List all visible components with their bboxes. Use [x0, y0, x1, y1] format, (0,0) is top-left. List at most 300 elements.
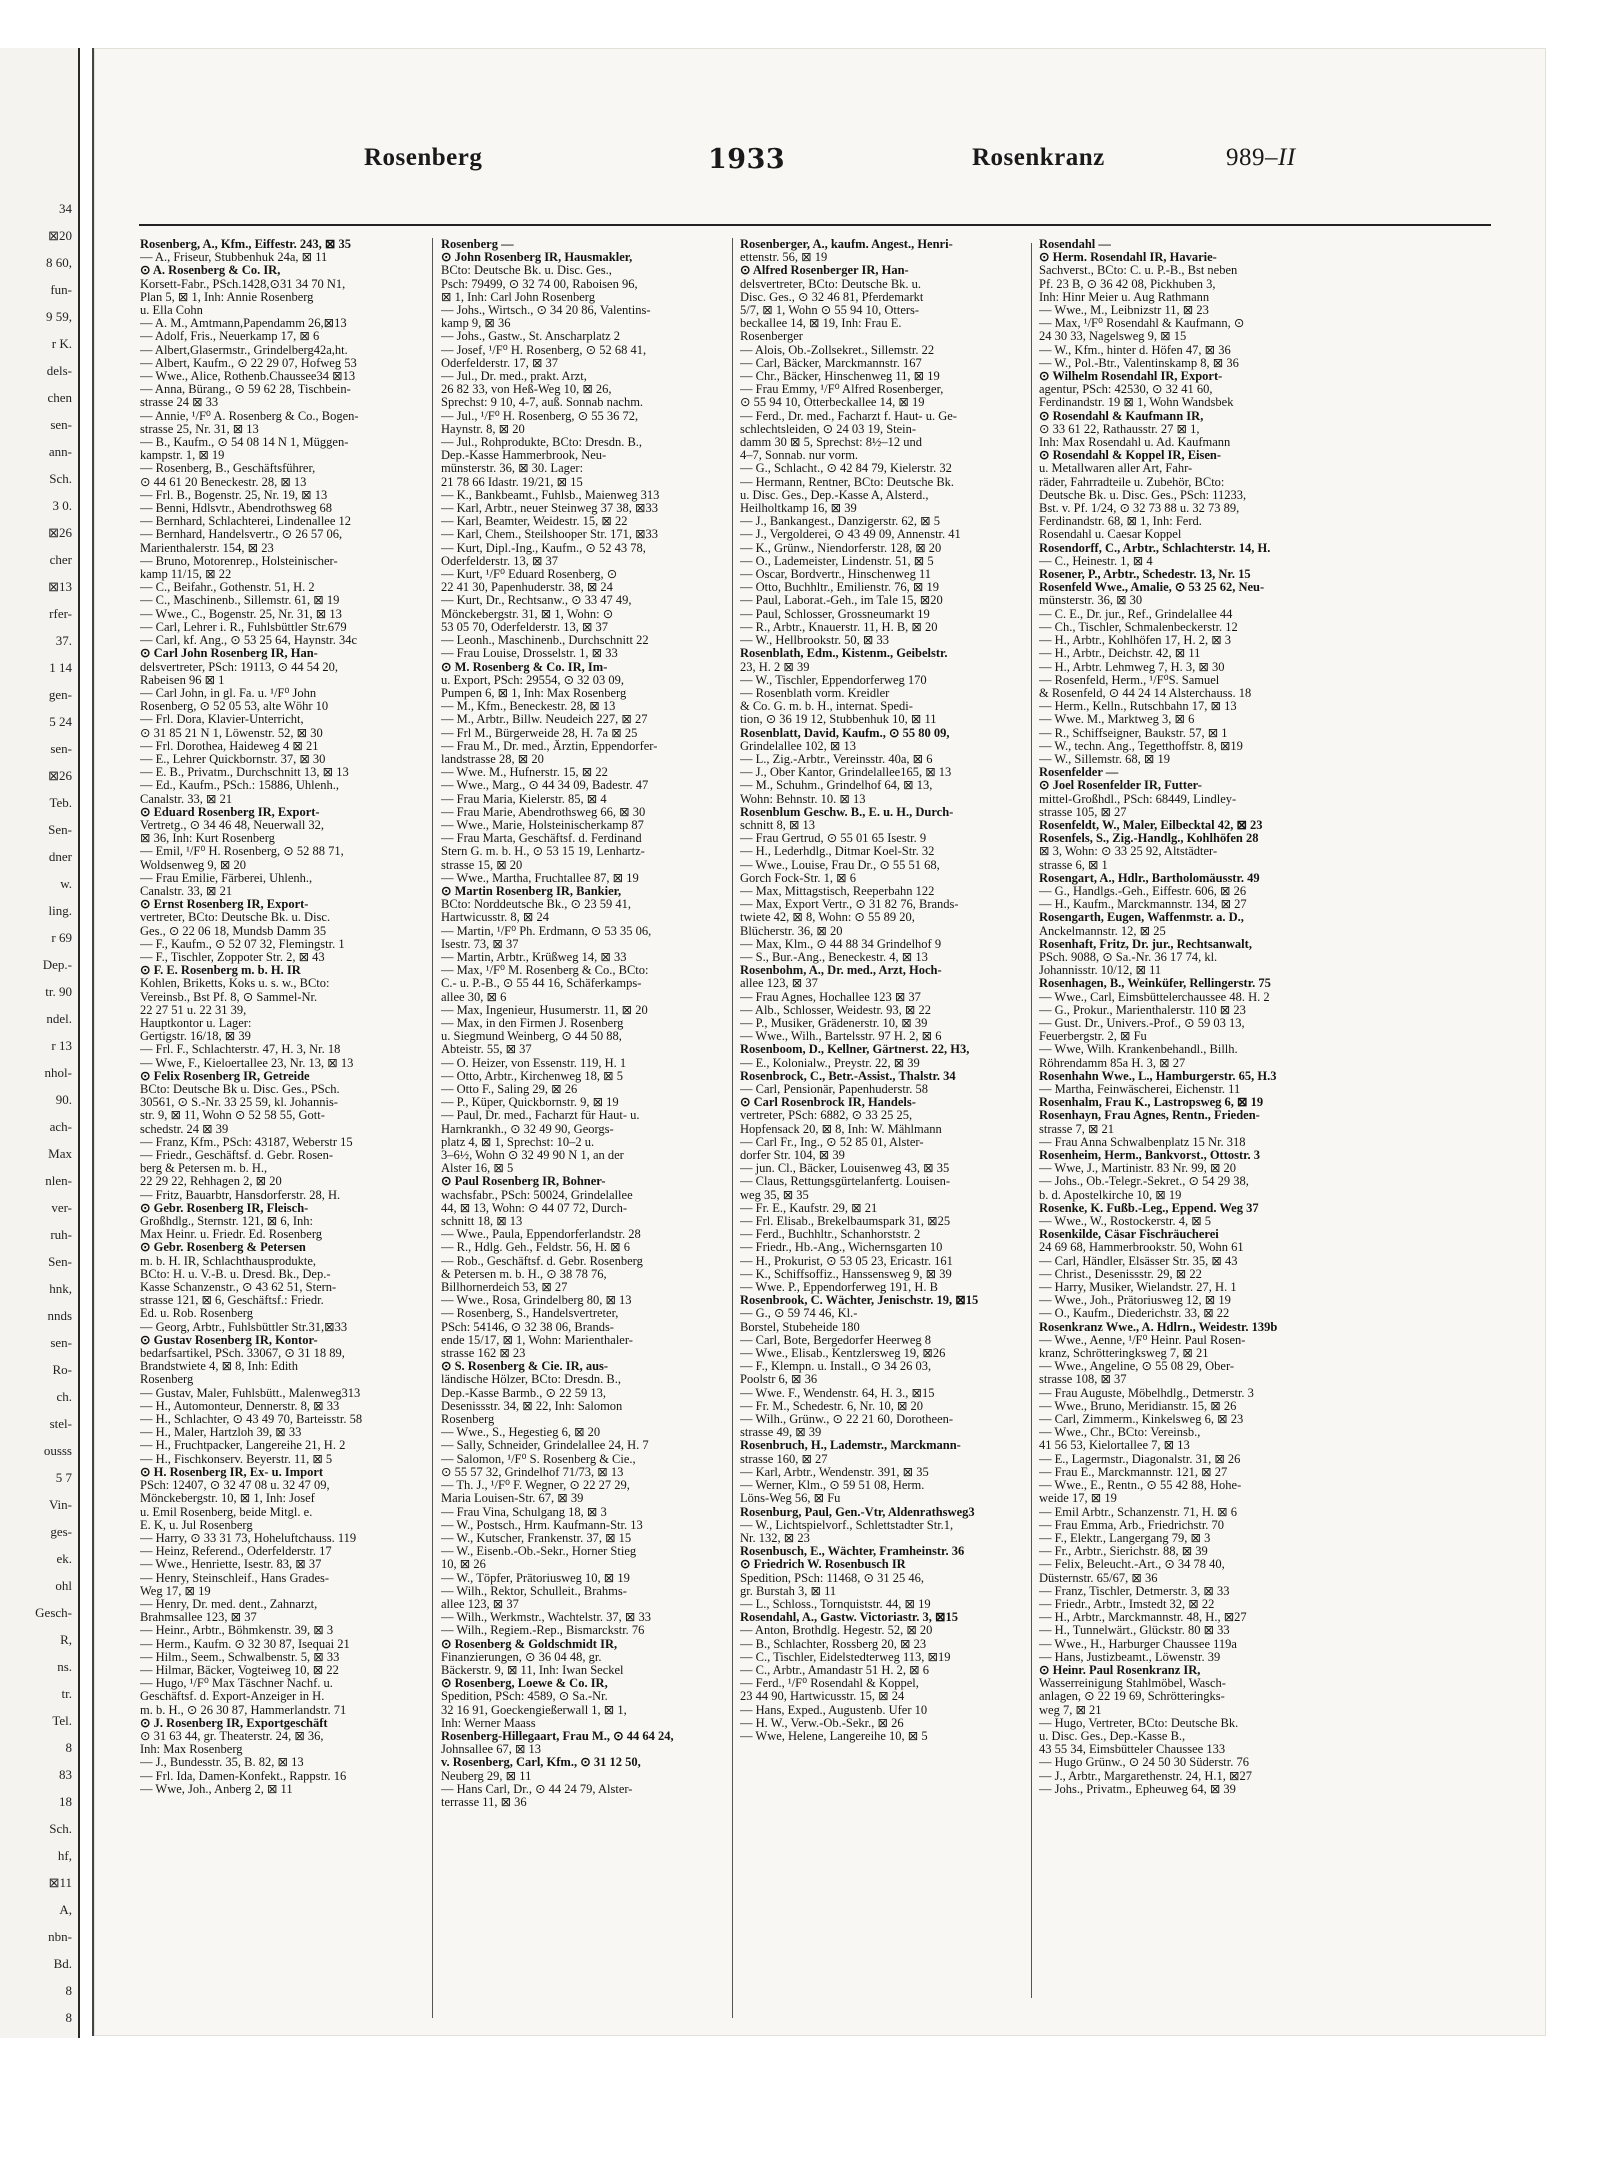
directory-line: ⊙ 31 63 44, gr. Theaterstr. 24, ⊠ 36,: [140, 1729, 324, 1743]
directory-line: berg & Petersen m. b. H.,: [140, 1162, 268, 1176]
directory-line: — Heinz, Referend., Oderfelderstr. 17: [140, 1545, 332, 1559]
directory-line: — H., Tunnelwärt., Glückstr. 80 ⊠ 33: [1039, 1624, 1230, 1638]
directory-line: gr. Burstah 3, ⊠ 11: [740, 1584, 837, 1598]
directory-line: — Hugo, Vertreter, BCto: Deutsche Bk.: [1039, 1716, 1239, 1730]
directory-line: ⊙ 55 57 32, Grindelhof 71/73, ⊠ 13: [441, 1465, 624, 1479]
directory-line: Rosenbrock, C., Betr.-Assist., Thalstr. 34: [740, 1069, 956, 1083]
directory-line: Rosendahl —: [1039, 238, 1111, 251]
directory-line: BCto: Norddeutsche Bk., ⊙ 23 59 41,: [441, 898, 631, 912]
directory-line: ⊙ H. Rosenberg IR, Ex- u. Import: [140, 1465, 324, 1479]
directory-line: — Otto F., Saling 29, ⊠ 26: [441, 1083, 578, 1096]
directory-line: — E., Lehrer Quickbornstr. 37, ⊠ 30: [140, 752, 326, 766]
directory-line: münsterstr. 36, ⊠ 30. Lager:: [441, 462, 584, 476]
prev-page-fragment: chen: [47, 390, 72, 405]
prev-page-fragment: ousss: [43, 1443, 72, 1458]
directory-line: u. Export, PSch: 29554, ⊙ 32 03 09,: [441, 673, 625, 687]
directory-line: Isestr. 73, ⊠ 37: [441, 937, 519, 951]
directory-line: v. Rosenberg, Carl, Kfm., ⊙ 31 12 50,: [441, 1756, 641, 1770]
directory-line: Ed. u. Rob. Rosenberg: [140, 1307, 253, 1321]
directory-line: Rosenboom, D., Kellner, Gärtnerst. 22, H3,: [740, 1043, 970, 1057]
directory-line: Ferdinandstr. 68, ⊠ 1, Inh: Ferd.: [1039, 515, 1202, 529]
directory-line: — C., Arbtr., Amandastr 51 H. 2, ⊠ 6: [740, 1663, 929, 1677]
directory-line: — Karl, Arbtr., Wendenstr. 391, ⊠ 35: [740, 1465, 929, 1479]
directory-line: Desenissstr. 34, ⊠ 22, Inh: Salomon: [441, 1399, 623, 1413]
directory-line: Maria Louisen-Str. 67, ⊠ 39: [441, 1492, 584, 1506]
prev-page-fragment: ges-: [50, 1524, 72, 1539]
directory-line: u. Emil Rosenberg, beide Mitgl. e.: [140, 1505, 313, 1519]
directory-line: Rosenhayn, Frau Agnes, Rentn., Frieden-: [1039, 1109, 1260, 1123]
header-year: 1933: [708, 144, 786, 175]
directory-line: Löns-Weg 56, ⊠ Fu: [740, 1492, 841, 1506]
directory-line: — Frl. B., Bogenstr. 25, Nr. 19, ⊠ 13: [140, 488, 328, 502]
directory-line: — G., Handlgs.-Geh., Eiffestr. 606, ⊠ 26: [1039, 884, 1247, 898]
directory-line: — Carl, kf. Ang., ⊙ 53 25 64, Haynstr. 34c: [140, 634, 358, 648]
prev-page-fragment: 9 59,: [46, 309, 72, 324]
prev-page-fragment: 8: [65, 1740, 72, 1755]
directory-line: — Leonh., Maschinenb., Durchschnitt 22: [441, 634, 649, 648]
directory-line: ⊙ Rosendahl & Kaufmann IR,: [1039, 409, 1204, 423]
directory-line: Canalstr. 33, ⊠ 21: [140, 792, 233, 806]
directory-line: Rosenberg —: [441, 238, 514, 251]
directory-line: Grindelallee 102, ⊠ 13: [740, 739, 856, 753]
directory-line: vertreter, PSch: 6882, ⊙ 33 25 25,: [740, 1109, 913, 1123]
directory-line: allee 123, ⊠ 37: [740, 977, 818, 991]
directory-line: — Wwe. F., Wendenstr. 64, H. 3., ⊠15: [740, 1386, 935, 1400]
directory-line: Wohn: Behnstr. 10. ⊠ 13: [740, 792, 866, 806]
directory-line: — Emil, ¹/F⁰ H. Rosenberg, ⊙ 52 88 71,: [140, 845, 344, 859]
directory-line: — Ch., Tischler, Schmalenbeckerstr. 12: [1039, 620, 1238, 634]
directory-line: — Wwe., S., Hegestieg 6, ⊠ 20: [441, 1426, 601, 1440]
prev-page-fragment: hf,: [57, 1848, 72, 1863]
directory-line: — Frl. Elisab., Brekelbaumspark 31, ⊠25: [740, 1215, 951, 1229]
directory-line: ⊙ Rosenberg, Loewe & Co. IR,: [441, 1677, 608, 1691]
directory-line: — M., Kfm., Beneckestr. 28, ⊠ 13: [441, 700, 616, 714]
directory-line: — Karl, Arbtr., neuer Steinweg 37 38, ⊠33: [441, 502, 659, 516]
directory-line: Rosenfeldt, W., Maler, Eilbecktal 42, ⊠ 23: [1039, 818, 1263, 832]
prev-page-fragment: stel-: [49, 1416, 72, 1431]
directory-line: delsvertreter, BCto: Deutsche Bk. u.: [740, 277, 922, 291]
directory-line: Marienthalerstr. 154, ⊠ 23: [140, 541, 274, 555]
directory-line: — Rob., Geschäftsf. d. Gebr. Rosenberg: [441, 1254, 643, 1268]
directory-line: — Th. J., ¹/F⁰ F. Wegner, ⊙ 22 27 29,: [441, 1479, 630, 1493]
directory-line: — H., Fischkonserv. Beyerstr. 11, ⊠ 5: [140, 1452, 333, 1466]
directory-line: — Ferd., Buchhltr., Schanhorststr. 2: [740, 1228, 921, 1242]
directory-line: kranz, Schrötteringksweg 7, ⊠ 21: [1039, 1347, 1209, 1361]
directory-line: — Max, Klm., ⊙ 44 88 34 Grindelhof 9: [740, 937, 942, 951]
prev-page-fragment: ns.: [57, 1659, 72, 1674]
directory-line: — J., Bankangest., Danzigerstr. 62, ⊠ 5: [740, 515, 941, 529]
prev-page-fragment: hnk,: [49, 1281, 72, 1296]
directory-line: ⊙ Gebr. Rosenberg IR, Fleisch-: [140, 1201, 309, 1215]
directory-line: E. K, u. Jul Rosenberg: [140, 1518, 253, 1532]
directory-line: schedstr. 24 ⊠ 39: [140, 1122, 229, 1136]
directory-line: — Christ., Desenissstr. 29, ⊠ 22: [1039, 1267, 1202, 1281]
directory-line: — Hans Carl, Dr., ⊙ 44 24 79, Alster-: [441, 1782, 633, 1796]
directory-line: Inh: Max Rosendahl u. Ad. Kaufmann: [1039, 436, 1231, 450]
directory-line: — H., Arbtr., Kohlhöfen 17, H. 2, ⊠ 3: [1039, 634, 1232, 648]
directory-line: — Wwe, Joh., Anberg 2, ⊠ 11: [140, 1782, 293, 1796]
directory-line: — F., Kaufm., ⊙ 52 07 32, Flemingstr. 1: [140, 937, 345, 951]
directory-line: — Ferd., Dr. med., Facharzt f. Haut- u. Ge-: [740, 409, 957, 423]
directory-line: Rosenhaft, Fritz, Dr. jur., Rechtsanwalt,: [1039, 937, 1252, 951]
directory-line: — G., Schlacht., ⊙ 42 84 79, Kielerstr. 32: [740, 462, 952, 476]
prev-page-fragment: ⊠26: [48, 525, 72, 540]
directory-line: BCto: Deutsche Bk u. Disc. Ges., PSch.: [140, 1083, 340, 1096]
directory-line: — A., Friseur, Stubbenhuk 24a, ⊠ 11: [140, 251, 328, 265]
directory-line: — Fritz, Bauarbtr, Hansdorferstr. 28, H.: [140, 1188, 341, 1202]
directory-line: — Frl M., Bürgerweide 28, H. 7a ⊠ 25: [441, 726, 638, 740]
directory-line: Rosenkilde, Cäsar Fischräucherei: [1039, 1228, 1219, 1242]
directory-line: 24 30 33, Nagelsweg 9, ⊠ 15: [1039, 330, 1187, 344]
directory-line: Disc. Ges., ⊙ 32 46 81, Pferdemarkt: [740, 290, 924, 304]
directory-line: — W., Hellbrookstr. 50, ⊠ 33: [740, 634, 890, 648]
directory-line: — A. M., Amtmann,Papendamm 26,⊠13: [140, 317, 347, 331]
directory-line: strasse 15, ⊠ 20: [441, 858, 523, 872]
directory-line: — H., Kaufm., Marckmannstr. 134, ⊠ 27: [1039, 898, 1247, 912]
directory-line: — Frau Anna Schwalbenplatz 15 Nr. 318: [1039, 1135, 1246, 1149]
prev-page-fragment: 8: [65, 1983, 72, 1998]
directory-line: u. Disc. Ges., Dep.-Kasse A, Alsterd.,: [740, 488, 929, 502]
directory-line: — Frl. F., Schlachterstr. 47, H. 3, Nr. 18: [140, 1043, 341, 1057]
directory-line: Rosenberger: [740, 330, 803, 344]
directory-line: — Carl, Zimmerm., Kinkelsweg 6, ⊠ 23: [1039, 1413, 1244, 1427]
directory-line: — Rosenberg, B., Geschäftsführer,: [140, 462, 316, 476]
directory-line: — Wwe., Elisab., Kentzlersweg 19, ⊠26: [740, 1347, 946, 1361]
prev-page-fragment: nbn-: [48, 1929, 72, 1944]
directory-line: anlagen, ⊙ 22 19 69, Schrötteringks-: [1039, 1690, 1225, 1704]
directory-line: — Wwe. M., Marktweg 3, ⊠ 6: [1039, 713, 1195, 727]
directory-line: — Wwe., W., Rostockerstr. 4, ⊠ 5: [1039, 1215, 1212, 1229]
prev-page-fragment: ⊠13: [48, 579, 72, 594]
directory-line: Kasse Schanzenstr., ⊙ 43 62 51, Stern-: [140, 1281, 337, 1295]
directory-line: 30561, ⊙ S.-Nr. 33 25 59, kl. Johannis-: [140, 1096, 338, 1110]
directory-line: — Max, Mittagstisch, Reeperbahn 122: [740, 884, 935, 898]
directory-line: — H., Automonteur, Dennerstr. 8, ⊠ 33: [140, 1399, 340, 1413]
directory-line: — R., Schiffseigner, Baukstr. 57, ⊠ 1: [1039, 726, 1228, 740]
directory-line: — Bernhard, Handelsvertr., ⊙ 26 57 06,: [140, 528, 343, 542]
directory-line: Weg 17, ⊠ 19: [140, 1584, 211, 1598]
directory-line: 22 29 22, Rehhagen 2, ⊠ 20: [140, 1175, 282, 1189]
column-2: [441, 238, 723, 2018]
column-3: [740, 238, 1022, 2018]
directory-line: — M., Schuhm., Grindelhof 64, ⊠ 13,: [740, 779, 933, 793]
directory-line: — G., Prokur., Marienthalerstr. 110 ⊠ 23: [1039, 1003, 1246, 1017]
prev-page-fragment: ⊠26: [48, 768, 72, 783]
directory-line: 10, ⊠ 26: [441, 1558, 486, 1572]
directory-line: ⊙ F. E. Rosenberg m. b. H. IR: [140, 964, 301, 978]
directory-line: — Oscar, Bordvertr., Hinschenweg 11: [740, 568, 932, 582]
directory-line: ⊠ 1, Inh: Carl John Rosenberg: [441, 290, 595, 304]
directory-line: — Karl, Chem., Steilshooper Str. 171, ⊠33: [441, 528, 659, 542]
prev-page-fragment: Vin-: [48, 1497, 72, 1512]
directory-line: — Jul., Dr. med., prakt. Arzt,: [441, 370, 587, 384]
directory-line: — H., Arbtr., Marckmannstr. 48, H., ⊠27: [1039, 1611, 1247, 1625]
directory-line: — W., Sillemstr. 68, ⊠ 19: [1039, 752, 1170, 766]
directory-line: — Paul, Schlosser, Grossneumarkt 19: [740, 607, 930, 621]
directory-line: — L., Zig.-Arbtr., Vereinsstr. 40a, ⊠ 6: [740, 752, 933, 766]
directory-line: — H., Prokurist, ⊙ 53 05 23, Ericastr. 161: [740, 1254, 953, 1268]
directory-line: Inh: Werner Maass: [441, 1716, 536, 1730]
directory-line: — C., Tischler, Eidelstedterweg 113, ⊠19: [740, 1650, 951, 1664]
directory-line: ettenstr. 56, ⊠ 19: [740, 251, 828, 265]
directory-line: Rosengarth, Eugen, Waffenmstr. a. D.,: [1039, 911, 1244, 925]
directory-line: 53 05 70, Oderfelderstr. 13, ⊠ 37: [441, 620, 609, 634]
directory-line: 3–6½, Wohn ⊙ 32 49 90 N 1, an der: [441, 1149, 624, 1163]
prev-page-fragment: ⊠11: [48, 1875, 72, 1890]
directory-line: Spedition, PSch: 11468, ⊙ 31 25 46,: [740, 1571, 924, 1585]
directory-line: — Max, in den Firmen J. Rosenberg: [441, 1016, 624, 1030]
directory-line: Neuberg 29, ⊠ 11: [441, 1769, 532, 1783]
directory-line: — Albert, Kaufm., ⊙ 22 29 07, Hofweg 53: [140, 356, 357, 370]
prev-page-fragment: r K.: [51, 336, 72, 351]
directory-line: — Wwe. M., Hufnerstr. 15, ⊠ 22: [441, 766, 608, 780]
directory-line: — Kurt, Dr., Rechtsanw., ⊙ 33 47 49,: [441, 594, 632, 608]
prev-page-fragment: A,: [59, 1902, 72, 1917]
directory-line: — Werner, Klm., ⊙ 59 51 08, Herm.: [740, 1479, 925, 1493]
directory-line: — K., Grünw., Niendorferstr. 128, ⊠ 20: [740, 541, 942, 555]
directory-line: — Wwe., E., Rentn., ⊙ 55 42 88, Hohe-: [1039, 1479, 1242, 1493]
prev-page-fragment: Sen-: [48, 822, 72, 837]
directory-line: — Otto, Buchhltr., Emilienstr. 76, ⊠ 19: [740, 581, 940, 595]
directory-line: — Fr., Arbtr., Sierichstr. 88, ⊠ 39: [1039, 1545, 1208, 1559]
directory-line: Rosenbrook, C. Wächter, Jenischstr. 19, ⊠15: [740, 1294, 979, 1308]
directory-line: — J., Arbtr., Margarethenstr. 24, H.1, ⊠27: [1039, 1769, 1253, 1783]
directory-line: u. Metallwaren aller Art, Fahr-: [1039, 462, 1193, 476]
directory-line: — F., Elektr., Langergang 79, ⊠ 3: [1039, 1531, 1211, 1545]
directory-line: — Heinr., Arbtr., Böhmkenstr. 39, ⊠ 3: [140, 1624, 334, 1638]
directory-line: — O. Heizer, von Essenstr. 119, H. 1: [441, 1056, 627, 1070]
prev-page-fragment: Sch.: [49, 1821, 72, 1836]
directory-line: Harnkrankh., ⊙ 32 49 90, Georgs-: [441, 1122, 614, 1136]
directory-line: — Paul, Dr. med., Facharzt für Haut- u.: [441, 1109, 640, 1123]
directory-line: damm 30 ⊠ 5, Sprechst: 8½–12 und: [740, 436, 922, 450]
directory-line: — Wwe., Rosa, Grindelberg 80, ⊠ 13: [441, 1294, 632, 1308]
directory-line: u. Disc. Ges., Dep.-Kasse B.,: [1039, 1729, 1186, 1743]
directory-line: — Wwe., C., Bogenstr. 25, Nr. 31, ⊠ 13: [140, 607, 342, 621]
directory-line: — Wwe., Marg., ⊙ 44 34 09, Badestr. 47: [441, 779, 649, 793]
prev-page-fragment: sen-: [50, 741, 72, 756]
directory-line: vertreter, BCto: Deutsche Bk. u. Disc.: [140, 911, 331, 925]
prev-page-fragment: r 69: [51, 930, 72, 945]
directory-line: Rosendahl u. Caesar Koppel: [1039, 528, 1182, 542]
directory-line: — E., Lagermstr., Diagonalstr. 31, ⊠ 26: [1039, 1452, 1241, 1466]
directory-line: ⊙ 44 61 20 Beneckestr. 28, ⊠ 13: [140, 475, 307, 489]
prev-page-fragment: 8: [65, 2010, 72, 2025]
directory-line: b. d. Apostelkirche 10, ⊠ 19: [1039, 1188, 1182, 1202]
directory-line: Poolstr 6, ⊠ 36: [740, 1373, 818, 1387]
directory-line: Rosenbruch, H., Lademstr., Marckmann-: [740, 1439, 961, 1453]
directory-line: kamp 11/15, ⊠ 22: [140, 568, 232, 582]
directory-line: — Sally, Schneider, Grindelallee 24, H. 7: [441, 1439, 649, 1453]
directory-line: PSch: 54146, ⊙ 32 38 06, Brands-: [441, 1320, 614, 1334]
directory-line: — Georg, Arbtr., Fuhlsbüttler Str.31,⊠33: [140, 1320, 348, 1334]
directory-line: ⊙ Herm. Rosendahl IR, Havarie-: [1039, 251, 1217, 265]
directory-line: ⊙ John Rosenberg IR, Hausmakler,: [441, 251, 633, 265]
directory-line: Wasserreinigung Stahlmöbel, Wasch-: [1039, 1677, 1226, 1691]
directory-line: — Carl Fr., Ing., ⊙ 52 85 01, Alster-: [740, 1135, 924, 1149]
directory-line: Dep.-Kasse Hammerbrook, Neu-: [441, 449, 607, 463]
directory-line: — Wilh., Regiem.-Rep., Bismarckstr. 76: [441, 1624, 645, 1638]
directory-line: — Carl, Pensionär, Papenhuderstr. 58: [740, 1083, 929, 1096]
directory-line: Finanzierungen, ⊙ 36 04 48, gr.: [441, 1650, 602, 1664]
directory-line: — W., Kfm., hinter d. Höfen 47, ⊠ 36: [1039, 343, 1231, 357]
directory-line: — Hermann, Rentner, BCto: Deutsche Bk.: [740, 475, 955, 489]
directory-line: Rosenblath, Edm., Kistenm., Geibelstr.: [740, 647, 948, 661]
directory-line: — B., Schlachter, Rossberg 20, ⊠ 23: [740, 1637, 927, 1651]
prev-page-fragment: w.: [60, 876, 72, 891]
directory-line: — Johs., Privatm., Epheuweg 64, ⊠ 39: [1039, 1782, 1236, 1796]
directory-line: — Frau Maria, Kielerstr. 85, ⊠ 4: [441, 792, 607, 806]
directory-line: ⊙ 55 94 10, Otterbeckallee 14, ⊠ 19: [740, 396, 925, 410]
prev-page-fragment: r 13: [51, 1038, 72, 1053]
directory-line: wachsfabr., PSch: 50024, Grindelallee: [441, 1188, 633, 1202]
column-divider: [432, 238, 433, 2018]
directory-line: — K., Schiffsoffiz., Hanssensweg 9, ⊠ 39: [740, 1267, 952, 1281]
directory-line: Rosenhagen, B., Weinküfer, Rellingerstr. 75: [1039, 977, 1271, 991]
directory-line: Großhdlg., Sternstr. 121, ⊠ 6, Inh:: [140, 1215, 313, 1229]
directory-line: kampstr. 1, ⊠ 19: [140, 449, 225, 463]
prev-page-fragment: fun-: [50, 282, 72, 297]
directory-line: — Friedr., Arbtr., Imstedt 32, ⊠ 22: [1039, 1597, 1215, 1611]
directory-line: str. 9, ⊠ 11, Wohn ⊙ 52 58 55, Gott-: [140, 1109, 325, 1123]
directory-line: — Wwe., Alice, Rothenb.Chaussee34 ⊠13: [140, 370, 356, 384]
directory-line: & Co. G. m. b. H., internat. Spedi-: [740, 700, 913, 714]
directory-line: — Bernhard, Schlachterei, Lindenallee 12: [140, 515, 352, 529]
prev-page-fragment: cher: [49, 552, 72, 567]
directory-line: ⊙ Martin Rosenberg IR, Bankier,: [441, 884, 622, 898]
directory-line: — Wwe, Helene, Langereihe 10, ⊠ 5: [740, 1729, 928, 1743]
directory-line: — Hugo Grünw., ⊙ 24 50 30 Süderstr. 76: [1039, 1756, 1250, 1770]
directory-line: — R., Arbtr., Knauerstr. 11, H. B, ⊠ 20: [740, 620, 938, 634]
directory-line: m. b. H. IR, Schlachthausprodukte,: [140, 1254, 317, 1268]
directory-line: — Henry, Steinschleif., Hans Grades-: [140, 1571, 330, 1585]
directory-line: Johannisstr. 10/12, ⊠ 11: [1039, 964, 1162, 978]
directory-line: Brandstwiete 4, ⊠ 8, Inh: Edith: [140, 1360, 299, 1374]
directory-line: Inh: Max Rosenberg: [140, 1743, 243, 1757]
directory-line: — Wwe., Paula, Eppendorferlandstr. 28: [441, 1228, 641, 1242]
directory-line: BCto: Deutsche Bk. u. Disc. Ges.,: [441, 264, 612, 278]
prev-page-fragment: ann-: [48, 444, 72, 459]
directory-line: — Herm., Kelln., Rutschbahn 17, ⊠ 13: [1039, 700, 1237, 714]
directory-line: ⊙ J. Rosenberg IR, Exportgeschäft: [140, 1716, 328, 1730]
directory-line: — Frau M., Dr. med., Ärztin, Eppendorfer-: [441, 739, 658, 753]
directory-line: — Jul., ¹/F⁰ H. Rosenberg, ⊙ 55 36 72,: [441, 409, 639, 423]
directory-line: — Wwe, Wilh. Krankenbehandl., Billh.: [1039, 1043, 1238, 1057]
directory-line: — S., Bur.-Ang., Beneckestr. 4, ⊠ 13: [740, 950, 928, 964]
directory-line: Johnsallee 67, ⊠ 13: [441, 1743, 542, 1757]
directory-line: — Wilh., Rektor, Schulleit., Brahms-: [441, 1584, 627, 1598]
directory-line: — Frau Marie, Abendrothsweg 66, ⊠ 30: [441, 805, 646, 819]
prev-page-fragment: 83: [59, 1767, 72, 1782]
header-right-entry: Rosenkranz: [972, 144, 1105, 171]
prev-page-fragment: ach-: [49, 1119, 72, 1134]
directory-line: ⊙ M. Rosenberg & Co. IR, Im-: [441, 660, 608, 674]
directory-line: — Martha, Feinwäscherei, Eichenstr. 11: [1039, 1083, 1241, 1096]
directory-line: — Wwe., Wilh., Bartelsstr. 97 H. 2, ⊠ 6: [740, 1030, 942, 1044]
prev-page-fragment: gen-: [48, 687, 72, 702]
prev-page-fragment: Gesch-: [35, 1605, 72, 1620]
directory-line: Dep.-Kasse Barmb., ⊙ 22 59 13,: [441, 1386, 606, 1400]
directory-line: — W., techn. Ang., Tegetthoffstr. 8, ⊠19: [1039, 739, 1243, 753]
directory-line: Kohlen, Briketts, Koks u. s. w., BCto:: [140, 977, 330, 991]
prev-page-fragment: Sen-: [48, 1254, 72, 1269]
directory-line: — Annie, ¹/F⁰ A. Rosenberg & Co., Bogen-: [140, 409, 359, 423]
directory-line: ⊙ Carl Rosenbrock IR, Handels-: [740, 1096, 916, 1110]
directory-line: Rosenhalm, Frau K., Lastropsweg 6, ⊠ 19: [1039, 1096, 1264, 1110]
directory-line: — K., Bankbeamt., Fuhlsb., Maienweg 313: [441, 488, 660, 502]
directory-line: — Wilh., Werkmstr., Wachtelstr. 37, ⊠ 33: [441, 1611, 652, 1625]
directory-line: Rosenbohm, A., Dr. med., Arzt, Hoch-: [740, 964, 942, 978]
directory-line: 26 82 33, von Heß-Weg 10, ⊠ 26,: [441, 383, 612, 397]
directory-line: — C. E., Dr. jur., Ref., Grindelallee 44: [1039, 607, 1233, 621]
directory-line: ⊙ Gustav Rosenberg IR, Kontor-: [140, 1333, 318, 1347]
directory-line: Rosenblum Geschw. B., E. u. H., Durch-: [740, 805, 954, 819]
prev-page-fragment: rfer-: [49, 606, 72, 621]
directory-line: — Carl, Bote, Bergedorfer Heerweg 8: [740, 1333, 932, 1347]
directory-line: Hauptkontor u. Lager:: [140, 1016, 252, 1030]
directory-line: Plan 5, ⊠ 1, Inh: Annie Rosenberg: [140, 290, 314, 304]
directory-line: — Anton, Brothdlg. Hegestr. 52, ⊠ 20: [740, 1624, 933, 1638]
prev-page-fragment: ⊠20: [48, 228, 72, 243]
directory-line: Ferdinandstr. 19 ⊠ 1, Wohn Wandsbek: [1039, 396, 1234, 410]
directory-line: m. b. H., ⊙ 26 30 87, Hammerlandstr. 71: [140, 1703, 347, 1717]
directory-line: — Herm., Kaufm. ⊙ 32 30 87, Isequai 21: [140, 1637, 350, 1651]
directory-line: 41 56 53, Kielortallee 7, ⊠ 13: [1039, 1439, 1190, 1453]
directory-line: schnitt 18, ⊠ 13: [441, 1215, 523, 1229]
directory-line: — C., Beifahr., Gothenstr. 51, H. 2: [140, 581, 315, 595]
prev-page-fragment: sen-: [50, 1335, 72, 1350]
column-4: [1039, 238, 1321, 2018]
directory-line: Mönckebergstr. 10, ⊠ 1, Inh: Josef: [140, 1492, 315, 1506]
prev-page-fragment: Ro-: [52, 1362, 72, 1377]
directory-line: ⊙ 31 85 21 N 1, Löwenstr. 52, ⊠ 30: [140, 726, 323, 740]
directory-line: — Frl. Dora, Klavier-Unterricht,: [140, 713, 304, 727]
directory-line: Rosendahl, A., Gastw. Victoriastr. 3, ⊠15: [740, 1611, 959, 1625]
directory-line: — Harry, Musiker, Wielandstr. 27, H. 1: [1039, 1281, 1237, 1295]
directory-line: ⊙ Heinr. Paul Rosenkranz IR,: [1039, 1663, 1201, 1677]
directory-line: — Hilmar, Bäcker, Vogteiweg 10, ⊠ 22: [140, 1663, 339, 1677]
directory-line: ⊙ Felix Rosenberg IR, Getreide: [140, 1069, 310, 1083]
directory-line: strasse 121, ⊠ 6, Geschäftsf.: Friedr.: [140, 1294, 324, 1308]
directory-line: u. Siegmund Weinberg, ⊙ 44 50 88,: [441, 1030, 622, 1044]
directory-line: dorfer Str. 104, ⊠ 39: [740, 1149, 845, 1163]
header-left-entry: Rosenberg: [364, 144, 483, 171]
directory-line: — Carl, Bäcker, Marckmannstr. 167: [740, 356, 922, 370]
directory-line: — Wwe, J., Martinistr. 83 Nr. 99, ⊠ 20: [1039, 1162, 1237, 1176]
directory-line: — H., Lederhdlg., Ditmar Koel-Str. 32: [740, 845, 935, 859]
directory-line: — P., Küper, Quickbornstr. 9, ⊠ 19: [441, 1096, 619, 1110]
directory-line: — Kurt, Dipl.-Ing., Kaufm., ⊙ 52 43 78,: [441, 541, 646, 555]
directory-line: Sachverst., BCto: C. u. P.-B., Bst neben: [1039, 264, 1238, 278]
directory-line: — W., Töpfer, Prätoriusweg 10, ⊠ 19: [441, 1571, 630, 1585]
directory-line: — F., Klempn. u. Install., ⊙ 34 26 03,: [740, 1360, 932, 1374]
prev-page-fragment: Sch.: [49, 471, 72, 486]
directory-line: — Max, ¹/F⁰ M. Rosenberg & Co., BCto:: [441, 964, 649, 978]
directory-line: — Carl, Lehrer i. R., Fuhlsbüttler Str.679: [140, 620, 347, 634]
directory-line: ⊙ Rosendahl & Koppel IR, Eisen-: [1039, 449, 1222, 463]
directory-line: Rosenberg, ⊙ 52 05 53, alte Wöhr 10: [140, 700, 329, 714]
directory-line: — Frau Gertrud, ⊙ 55 01 65 Isestr. 9: [740, 832, 927, 846]
directory-line: — R., Hdlg. Geh., Feldstr. 56, H. ⊠ 6: [441, 1241, 630, 1255]
prev-page-fragment: ruh-: [50, 1227, 72, 1242]
directory-line: strasse 49, ⊠ 39: [740, 1426, 822, 1440]
directory-line: — Felix, Beleucht.-Art., ⊙ 34 78 40,: [1039, 1558, 1225, 1572]
directory-line: — Harry, ⊙ 33 31 73, Hoheluftchauss. 119: [140, 1531, 357, 1545]
directory-line: — Franz, Kfm., PSch: 43187, Weberstr 15: [140, 1135, 353, 1149]
directory-line: — Johs., Wirtsch., ⊙ 34 20 86, Valentins-: [441, 304, 651, 318]
directory-line: weide 17, ⊠ 19: [1039, 1492, 1117, 1506]
directory-line: räder, Fahrradteile u. Zubehör, BCto:: [1039, 475, 1225, 489]
